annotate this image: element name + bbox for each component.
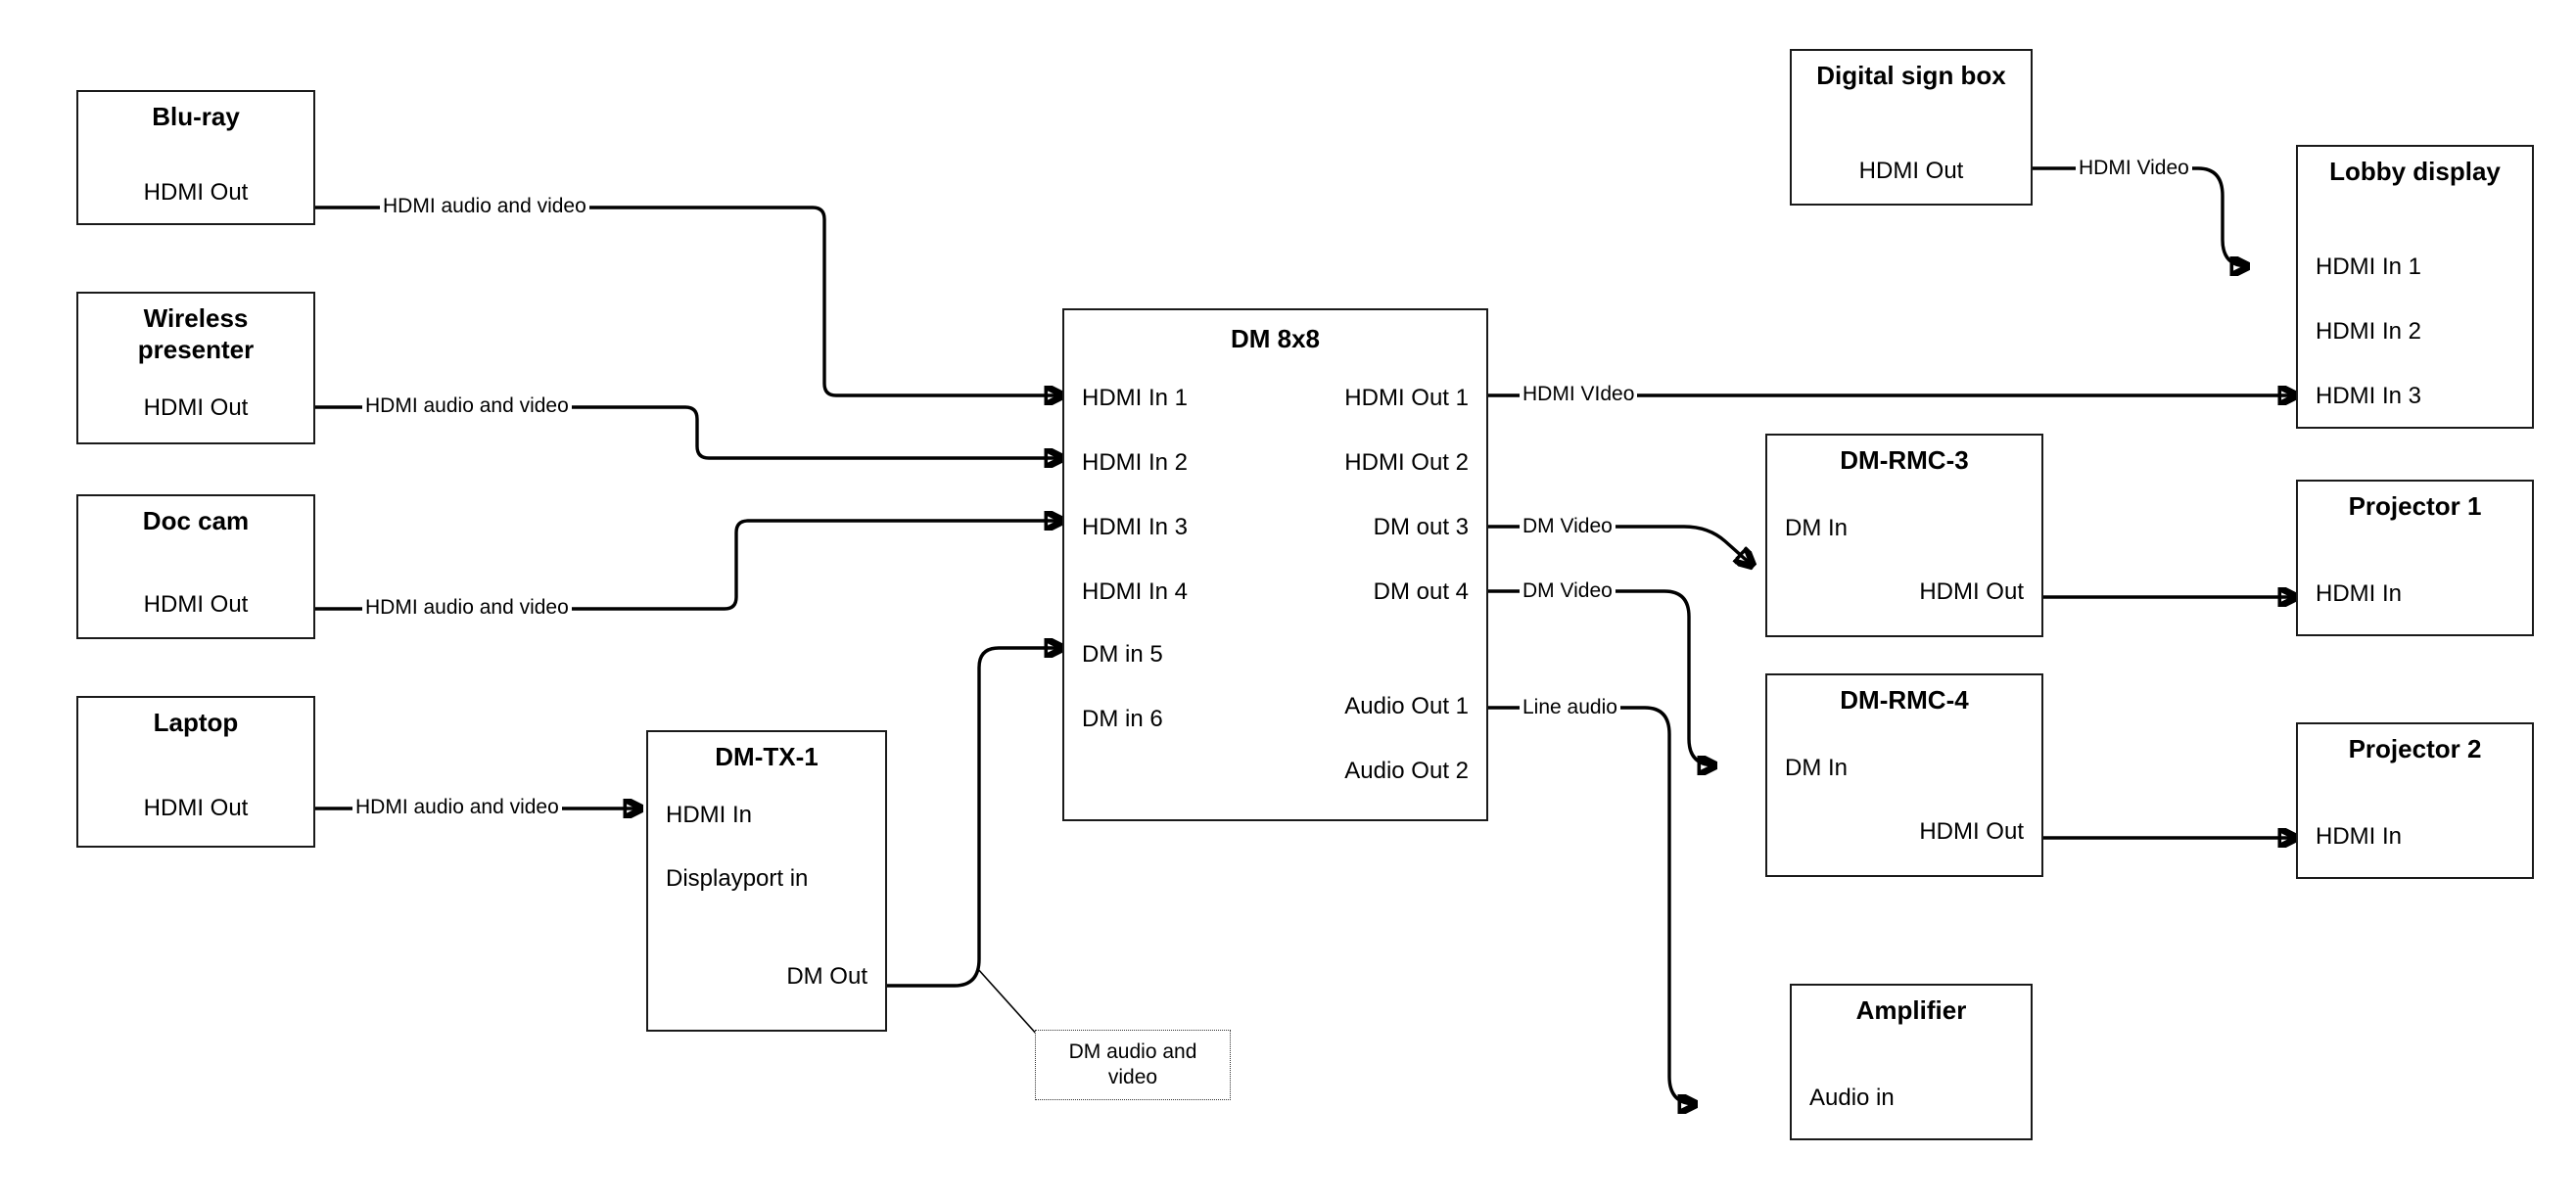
node-projector-2[interactable] xyxy=(2296,722,2534,879)
node-laptop[interactable] xyxy=(76,696,315,848)
node-dm-rmc-3-port-dm-in: DM In xyxy=(1785,515,1849,541)
node-dm-8x8-port-dm-in-5: DM in 5 xyxy=(1082,641,1163,668)
node-projector-1-title: Projector 1 xyxy=(2348,491,2482,521)
node-dm-8x8-port-dm-out-3: DM out 3 xyxy=(1373,514,1469,540)
node-dm-tx-1-port-hdmi-in: HDMI In xyxy=(666,802,753,828)
node-lobby-display-title: Lobby display xyxy=(2329,157,2501,186)
node-dm-8x8[interactable] xyxy=(1062,308,1488,821)
node-digital-sign-box[interactable] xyxy=(1790,49,2033,206)
node-projector-2-title: Projector 2 xyxy=(2348,734,2482,763)
node-dm-8x8-title: DM 8x8 xyxy=(1230,324,1321,353)
node-bluray[interactable] xyxy=(76,90,315,225)
node-dm-tx-1-port-dm-out: DM Out xyxy=(786,963,867,990)
node-amplifier-port-audio-in: Audio in xyxy=(1809,1085,1895,1111)
edge-label-bluray-to-dm: HDMI audio and video xyxy=(380,194,589,218)
edge-label-dm-out1-to-lobby: HDMI VIdeo xyxy=(1520,382,1637,406)
node-laptop-port-hdmi-out: HDMI Out xyxy=(143,795,249,821)
node-dm-8x8-port-audio-out-2: Audio Out 2 xyxy=(1344,758,1469,784)
edge-label-wireless-to-dm: HDMI audio and video xyxy=(362,393,572,418)
node-lobby-display-port-hdmi-in-2: HDMI In 2 xyxy=(2316,318,2422,345)
node-amplifier[interactable] xyxy=(1790,984,2033,1140)
node-dm-8x8-port-hdmi-in-1: HDMI In 1 xyxy=(1082,385,1189,411)
node-lobby-display[interactable] xyxy=(2296,145,2534,429)
node-dm-rmc-3[interactable] xyxy=(1765,434,2043,637)
edge-label-dm-out3-to-rmc3: DM Video xyxy=(1520,514,1616,538)
note-dm-audio-and-video: DM audio and video xyxy=(1035,1030,1231,1100)
node-dm-rmc-4-port-hdmi-out: HDMI Out xyxy=(1919,818,2024,845)
node-dm-rmc-4-port-dm-in: DM In xyxy=(1785,755,1849,781)
node-dm-8x8-port-hdmi-out-2: HDMI Out 2 xyxy=(1344,449,1469,476)
edge-label-dm-audio1-to-amp: Line audio xyxy=(1520,695,1620,719)
node-lobby-display-port-hdmi-in-3: HDMI In 3 xyxy=(2316,383,2422,409)
node-digital-sign-box-port-hdmi-out: HDMI Out xyxy=(1858,158,1964,184)
node-dm-8x8-port-hdmi-in-2: HDMI In 2 xyxy=(1082,449,1189,476)
node-projector-1-port-hdmi-in: HDMI In xyxy=(2316,580,2403,607)
node-dm-rmc-3-title: DM-RMC-3 xyxy=(1840,445,1969,475)
node-wireless-presenter-title: Wireless presenter xyxy=(137,303,255,364)
node-dm-tx-1-port-displayport-in: Displayport in xyxy=(666,865,809,892)
node-dm-tx-1[interactable] xyxy=(646,730,887,1032)
edge-label-doccam-to-dm: HDMI audio and video xyxy=(362,595,572,620)
node-wireless-presenter[interactable] xyxy=(76,292,315,444)
node-digital-sign-box-title: Digital sign box xyxy=(1816,61,2006,90)
node-projector-2-port-hdmi-in: HDMI In xyxy=(2316,823,2403,850)
node-wireless-presenter-port-hdmi-out: HDMI Out xyxy=(143,394,249,421)
node-doc-cam-title: Doc cam xyxy=(142,506,250,535)
node-dm-rmc-4[interactable] xyxy=(1765,673,2043,877)
node-dm-8x8-port-audio-out-1: Audio Out 1 xyxy=(1344,693,1469,719)
node-dm-8x8-port-dm-out-4: DM out 4 xyxy=(1373,578,1469,605)
node-doc-cam-port-hdmi-out: HDMI Out xyxy=(143,591,249,618)
edge-label-dm-out4-to-rmc4: DM Video xyxy=(1520,578,1616,603)
node-dm-rmc-4-title: DM-RMC-4 xyxy=(1840,685,1969,715)
node-bluray-title: Blu-ray xyxy=(152,102,240,131)
node-dm-tx-1-title: DM-TX-1 xyxy=(715,742,819,771)
node-dm-8x8-port-hdmi-in-3: HDMI In 3 xyxy=(1082,514,1189,540)
node-dm-8x8-port-hdmi-out-1: HDMI Out 1 xyxy=(1344,385,1469,411)
node-projector-1[interactable] xyxy=(2296,480,2534,636)
node-dm-rmc-3-port-hdmi-out: HDMI Out xyxy=(1919,578,2024,605)
edge-label-laptop-to-tx: HDMI audio and video xyxy=(352,795,562,819)
node-dm-8x8-port-hdmi-in-4: HDMI In 4 xyxy=(1082,578,1189,605)
edge-label-signbox-to-lobby: HDMI Video xyxy=(2076,156,2192,180)
node-bluray-port-hdmi-out: HDMI Out xyxy=(143,179,249,206)
node-laptop-title: Laptop xyxy=(153,708,239,737)
node-doc-cam[interactable] xyxy=(76,494,315,639)
node-lobby-display-port-hdmi-in-1: HDMI In 1 xyxy=(2316,254,2422,280)
node-amplifier-title: Amplifier xyxy=(1855,995,1967,1025)
node-dm-8x8-port-dm-in-6: DM in 6 xyxy=(1082,706,1163,732)
